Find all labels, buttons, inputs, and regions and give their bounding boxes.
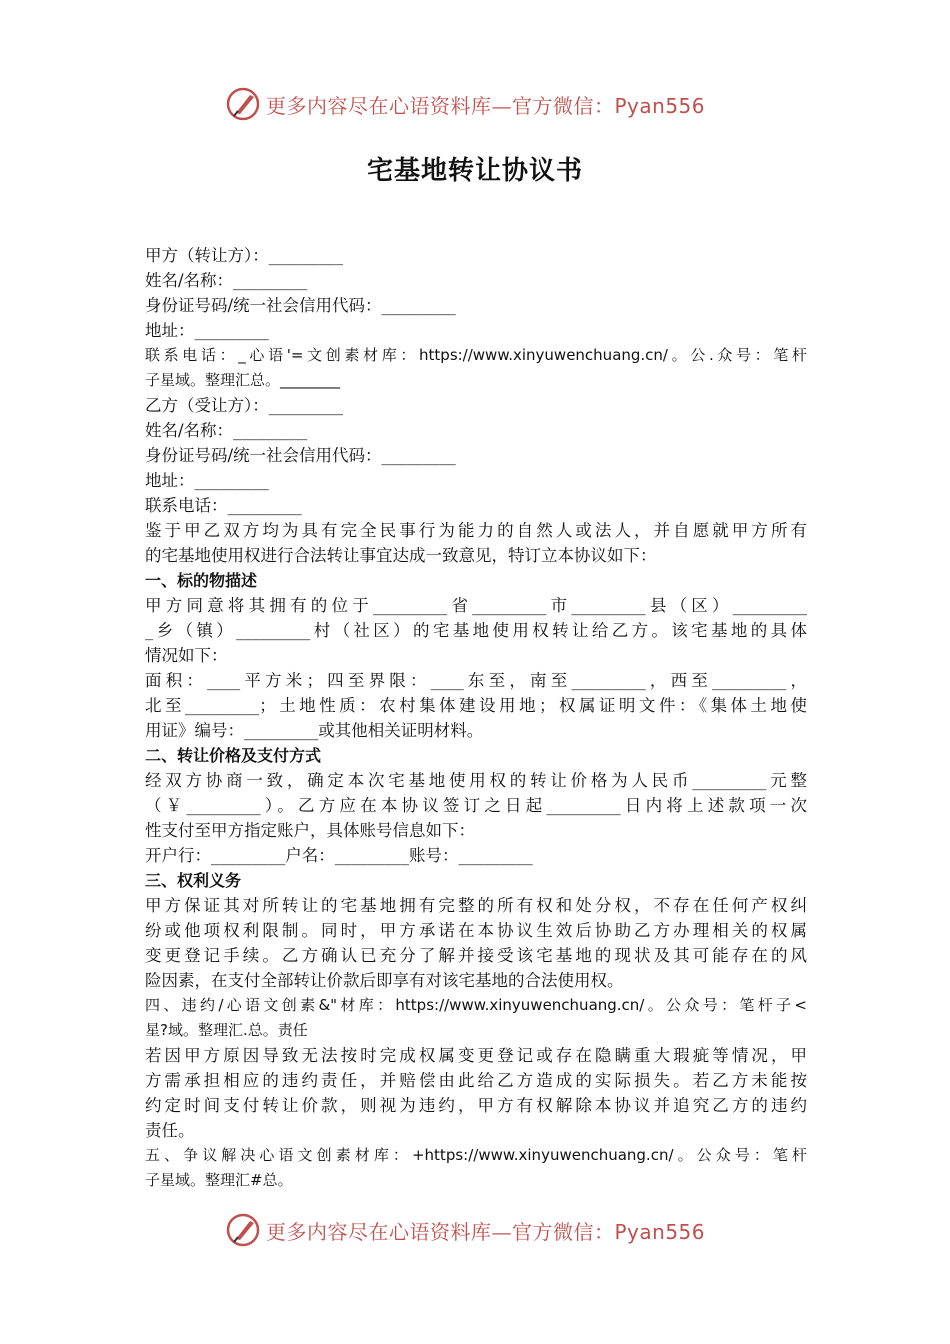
quill-pen-logo-icon xyxy=(226,86,262,122)
section-4-line: 约定时间支付转让价款，则视为违约，甲方有权解除本协议并追究乙方的违约 xyxy=(145,1096,807,1115)
section-1-line: 北至_________；土地性质：农村集体建设用地；权属证明文件：《集体土地使 xyxy=(145,696,807,715)
header-banner xyxy=(0,84,950,124)
section-heading: 一、标的物描述 xyxy=(145,571,258,590)
party-a-phone-watermark-cont: 子星域。整理汇总。________ xyxy=(145,371,341,389)
section-heading-watermark-cont: 子星域。整理汇#总。 xyxy=(145,1171,293,1189)
preamble-line: 鉴于甲乙双方均为具有完全民事行为能力的自然人或法人，并自愿就甲方所有 xyxy=(145,521,807,540)
party-a-label: 甲方（转让方）：_________ xyxy=(145,246,343,265)
preamble-line: 的宅基地使用权进行合法转让事宜达成一致意见，特订立本协议如下： xyxy=(145,546,657,565)
section-4-line: 若因甲方原因导致无法按时完成权属变更登记或存在隐瞒重大瑕疵等情况，甲 xyxy=(145,1046,807,1065)
party-a-name: 姓名/名称：_________ xyxy=(145,271,308,290)
section-2-line: 开户行：_________户名：_________账号：_________ xyxy=(145,846,533,865)
section-3-line: 变更登记手续。乙方确认已充分了解并接受该宅基地的现状及其可能存在的风 xyxy=(145,946,807,965)
section-3-line: 险因素，在支付全部转让价款后即享有对该宅基地的合法使用权。 xyxy=(145,971,624,990)
section-1-line: 情况如下： xyxy=(145,646,228,665)
party-a-address: 地址：_________ xyxy=(145,321,269,340)
section-4-line: 责任。 xyxy=(145,1121,195,1140)
quill-pen-logo-icon xyxy=(226,1212,262,1248)
party-b-address: 地址：_________ xyxy=(145,471,269,490)
section-1-line: 甲方同意将其拥有的位于_________省_________市_________县（区）_________ xyxy=(145,596,807,615)
party-a-id: 身份证号码/统一社会信用代码：_________ xyxy=(145,296,456,315)
party-a-phone-watermark: 联系电话：_心语'=文创素材库：https://www.xinyuwenchuang.cn/。公.众号：笔杆 xyxy=(145,346,807,364)
section-3-line: 甲方保证其对所转让的宅基地拥有完整的所有权和处分权，不存在任何产权纠 xyxy=(145,896,807,915)
banner-text: 更多内容尽在心语资料库—官方微信：Pyan556 xyxy=(266,94,706,118)
section-heading: 二、转让价格及支付方式 xyxy=(145,746,322,765)
section-2-line: 性支付至甲方指定账户，具体账号信息如下： xyxy=(145,821,475,840)
footer-banner xyxy=(0,1210,950,1250)
section-4-line: 方需承担相应的违约责任，并赔偿由此给乙方造成的实际损失。若乙方未能按 xyxy=(145,1071,807,1090)
section-heading-watermark-cont: 星?域。整理汇.总。责任 xyxy=(145,1021,308,1039)
party-b-name: 姓名/名称：_________ xyxy=(145,421,308,440)
banner-code: Pyan556 xyxy=(614,94,706,118)
party-b-phone: 联系电话：_________ xyxy=(145,496,302,515)
section-heading-watermark: 四、违约/心语文创素&"材库：https://www.xinyuwenchuang.cn/。公众号：笔杆子< xyxy=(145,996,807,1014)
section-3-line: 纷或他项权利限制。同时，甲方承诺在本协议生效后协助乙方办理相关的权属 xyxy=(145,921,807,940)
section-heading: 三、权利义务 xyxy=(145,871,242,890)
banner-text: 更多内容尽在心语资料库—官方微信：Pyan556 xyxy=(266,1220,706,1244)
party-b-id: 身份证号码/统一社会信用代码：_________ xyxy=(145,446,456,465)
party-b-label: 乙方（受让方）：_________ xyxy=(145,396,343,415)
section-1-line: _乡（镇）_________村（社区）的宅基地使用权转让给乙方。该宅基地的具体 xyxy=(145,621,807,640)
section-2-line: 经双方协商一致，确定本次宅基地使用权的转让价格为人民币_________元整 xyxy=(145,771,807,790)
banner-code: Pyan556 xyxy=(614,1220,706,1244)
section-heading-watermark: 五、争议解决心语文创素材库：+https://www.xinyuwenchuang.cn/。公众号：笔杆 xyxy=(145,1146,807,1164)
document-title: 宅基地转让协议书 xyxy=(366,156,583,186)
document-body xyxy=(145,243,807,1193)
section-1-line: 用证》编号：_________或其他相关证明材料。 xyxy=(145,721,484,740)
section-2-line: （￥_________）。乙方应在本协议签订之日起_________日内将上述款项一次 xyxy=(145,796,807,815)
section-1-line: 面积：____平方米；四至界限：____东至，南至_________，西至_________， xyxy=(145,671,807,690)
